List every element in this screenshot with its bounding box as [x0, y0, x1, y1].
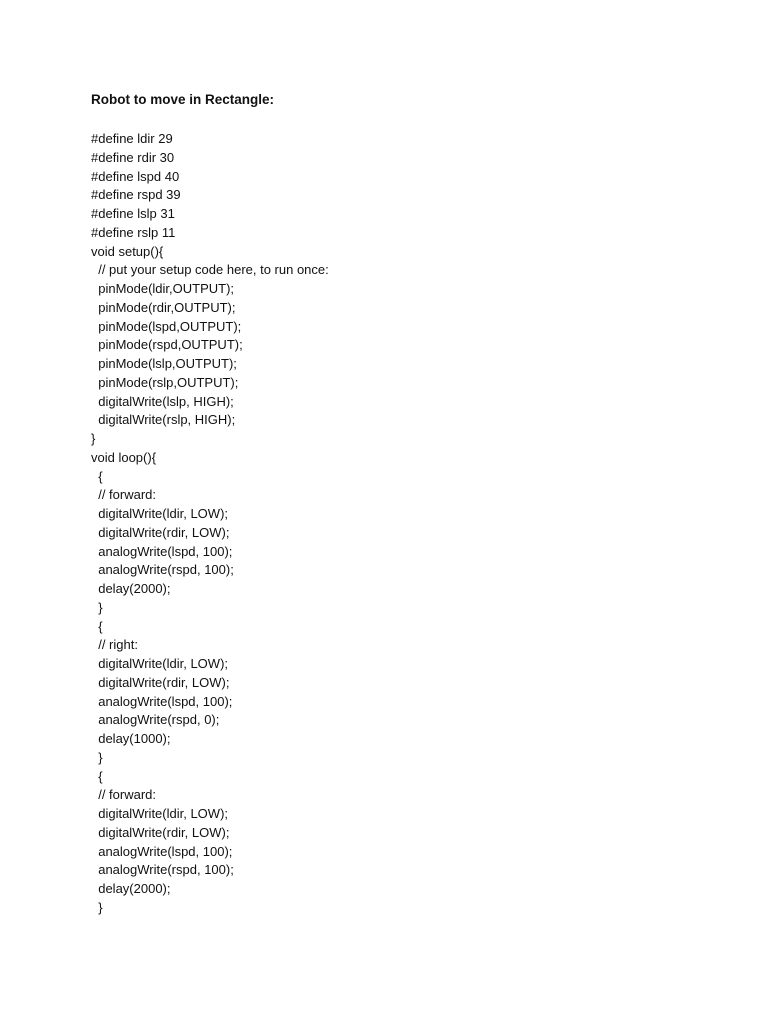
code-line: digitalWrite(ldir, LOW);: [91, 806, 229, 821]
code-line: digitalWrite(rdir, LOW);: [91, 524, 230, 540]
code-line: // forward:: [91, 787, 157, 803]
code-line: pinMode(ldir,OUTPUT);: [91, 281, 235, 296]
code-line: pinMode(rdir,OUTPUT);: [91, 299, 236, 315]
code-line: void setup(){: [91, 243, 164, 259]
code-line: #define rspd 39: [91, 187, 181, 203]
code-line: // right:: [91, 637, 138, 653]
code-line: #define rslp 11: [91, 224, 176, 240]
code-line: pinMode(lspd,OUTPUT);: [91, 318, 242, 334]
code-line: analogWrite(lspd, 100);: [91, 843, 233, 859]
code-line: delay(2000);: [91, 881, 171, 896]
code-line: void loop(){: [91, 449, 157, 465]
code-line: digitalWrite(lslp, HIGH);: [91, 393, 234, 409]
code-line: analogWrite(lspd, 100);: [91, 693, 233, 709]
code-line: analogWrite(lspd, 100);: [91, 543, 233, 559]
code-block: [91, 130, 329, 918]
code-line: analogWrite(rspd, 100);: [91, 562, 234, 578]
code-line: // put your setup code here, to run once:: [91, 262, 329, 278]
code-line: digitalWrite(rdir, LOW);: [91, 824, 230, 840]
code-line: }: [91, 599, 103, 615]
code-line: #define ldir 29: [91, 131, 173, 146]
code-line: delay(1000);: [91, 731, 171, 746]
code-line: pinMode(lslp,OUTPUT);: [91, 356, 237, 371]
code-line: digitalWrite(ldir, LOW);: [91, 506, 229, 521]
code-line: {: [91, 468, 103, 484]
code-line: digitalWrite(ldir, LOW);: [91, 656, 229, 671]
code-line: }: [91, 899, 103, 915]
code-line: analogWrite(rspd, 0);: [91, 712, 220, 728]
code-line: pinMode(rslp,OUTPUT);: [91, 374, 239, 390]
code-line: {: [91, 618, 103, 634]
code-line: #define lspd 40: [91, 168, 180, 184]
code-line: }: [91, 431, 96, 446]
code-line: digitalWrite(rdir, LOW);: [91, 674, 230, 690]
document-title: Robot to move in Rectangle:: [91, 92, 275, 107]
code-line: pinMode(rspd,OUTPUT);: [91, 337, 243, 353]
code-line: digitalWrite(rslp, HIGH);: [91, 412, 236, 428]
code-line: analogWrite(rspd, 100);: [91, 862, 234, 878]
code-line: #define rdir 30: [91, 149, 175, 165]
code-line: {: [91, 768, 103, 784]
code-line: delay(2000);: [91, 581, 171, 596]
code-line: }: [91, 749, 103, 765]
code-line: // forward:: [91, 487, 157, 503]
code-line: #define lslp 31: [91, 206, 175, 221]
